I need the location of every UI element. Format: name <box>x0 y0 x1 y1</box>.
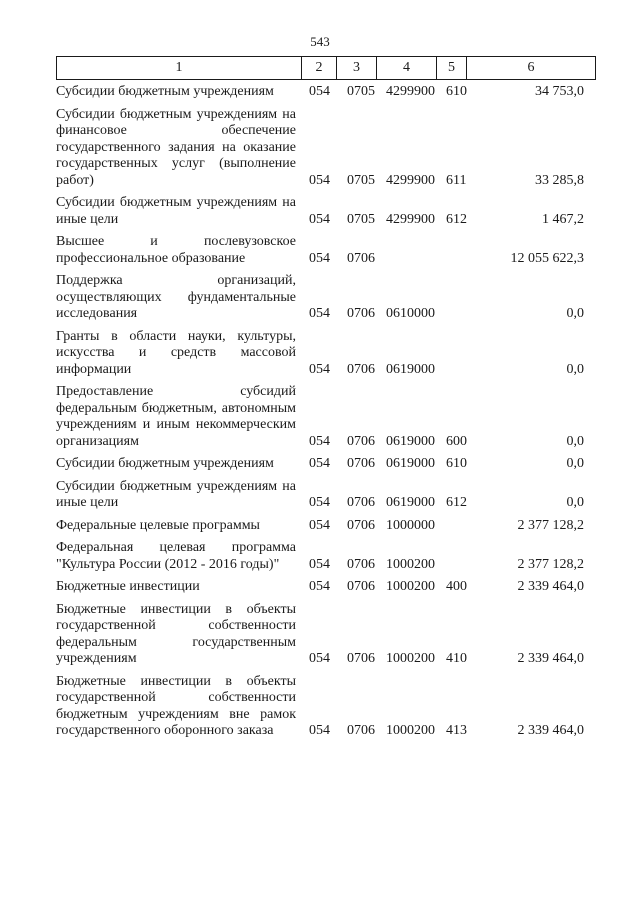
row-amount: 1 467,2 <box>542 211 584 227</box>
row-section-code: 0706 <box>347 361 375 377</box>
row-target-code: 1000200 <box>386 556 435 572</box>
row-ministry-code: 054 <box>309 306 330 321</box>
row-expense-type: 611 <box>446 172 467 188</box>
row-ministry-code: 054 <box>309 556 330 572</box>
table-row <box>56 195 595 228</box>
row-ministry-code: 054 <box>309 172 330 188</box>
row-name: Высшее и послевузовское профессиональное образование <box>56 234 296 266</box>
row-amount: 0,0 <box>566 433 584 449</box>
row-name: Поддержка организаций, осуществляющих фундаментальные исследования <box>56 273 296 321</box>
row-target-code: 1000200 <box>386 651 435 666</box>
table-row <box>56 384 595 450</box>
table-row <box>56 479 595 512</box>
row-amount: 2 339 464,0 <box>517 579 584 594</box>
row-expense-type: 400 <box>446 579 467 594</box>
row-target-code: 4299900 <box>386 84 435 99</box>
row-ministry-code: 054 <box>309 723 330 738</box>
row-ministry-code: 054 <box>309 517 330 533</box>
row-name: Субсидии бюджетным учреждениям <box>56 84 274 99</box>
row-target-code: 0619000 <box>386 495 435 510</box>
row-section-code: 0705 <box>347 172 375 188</box>
row-amount: 34 753,0 <box>535 84 584 99</box>
table-row <box>56 107 595 190</box>
row-section-code: 0705 <box>347 84 375 99</box>
row-target-code: 1000200 <box>386 579 435 594</box>
table-row <box>56 540 595 573</box>
row-name: Субсидии бюджетным учреждениям <box>56 456 274 471</box>
table-row <box>56 579 595 596</box>
row-amount: 0,0 <box>566 456 584 471</box>
table-row <box>56 518 595 535</box>
row-expense-type: 612 <box>446 495 467 510</box>
table-body <box>56 84 595 746</box>
header-col-2: 2 <box>302 57 337 80</box>
row-ministry-code: 054 <box>309 651 330 666</box>
row-section-code: 0706 <box>347 495 375 510</box>
row-section-code: 0706 <box>347 433 375 449</box>
row-section-code: 0706 <box>347 456 375 471</box>
row-name: Бюджетные инвестиции в объекты государственной собственности федеральным государственным учреждениям <box>56 601 296 666</box>
row-section-code: 0706 <box>347 579 375 594</box>
row-name: Гранты в области науки, культуры, искусства и средств массовой информации <box>56 328 296 377</box>
row-target-code: 4299900 <box>386 211 435 227</box>
header-col-4: 4 <box>377 57 437 80</box>
row-amount: 33 285,8 <box>535 172 584 188</box>
row-section-code: 0706 <box>347 723 375 738</box>
row-name: Бюджетные инвестиции <box>56 579 200 594</box>
row-name: Субсидии бюджетным учреждениям на финансовое обеспечение государственного задания на оказание государственных услуг (выполнение работ) <box>56 106 296 188</box>
row-name: Субсидии бюджетным учреждениям на иные цели <box>56 195 296 227</box>
row-amount: 2 377 128,2 <box>517 517 584 533</box>
table-row <box>56 674 595 740</box>
row-section-code: 0706 <box>347 556 375 572</box>
table-row <box>56 602 595 668</box>
row-name: Предоставление субсидий федеральным бюджетным, автономным учреждениям и иным некоммерческим организациям <box>56 384 296 449</box>
table-row <box>56 234 595 267</box>
table-header <box>56 56 596 80</box>
row-ministry-code: 054 <box>309 456 330 471</box>
row-section-code: 0706 <box>347 517 375 533</box>
row-expense-type: 413 <box>446 723 467 738</box>
row-section-code: 0706 <box>347 306 375 321</box>
row-section-code: 0706 <box>347 250 375 266</box>
row-name: Федеральные целевые программы <box>56 517 260 533</box>
row-target-code: 1000000 <box>386 517 435 533</box>
row-target-code: 0619000 <box>386 456 435 471</box>
header-col-3: 3 <box>337 57 377 80</box>
table-row <box>56 329 595 379</box>
row-name: Федеральная целевая программа "Культура России (2012 - 2016 годы)" <box>56 540 296 572</box>
page-number: 543 <box>310 34 330 49</box>
row-expense-type: 610 <box>446 84 467 99</box>
row-section-code: 0705 <box>347 211 375 227</box>
row-expense-type: 600 <box>446 433 467 449</box>
row-ministry-code: 054 <box>309 84 330 99</box>
row-target-code: 0619000 <box>386 433 435 449</box>
row-target-code: 4299900 <box>386 172 435 188</box>
row-amount: 2 339 464,0 <box>517 723 584 738</box>
table-row <box>56 273 595 323</box>
row-name: Бюджетные инвестиции в объекты государственной собственности бюджетным учреждениям вне рамок государственного оборонного заказа <box>56 673 296 738</box>
row-section-code: 0706 <box>347 651 375 666</box>
row-ministry-code: 054 <box>309 495 330 510</box>
row-target-code: 1000200 <box>386 723 435 738</box>
row-expense-type: 610 <box>446 456 467 471</box>
row-ministry-code: 054 <box>309 211 330 227</box>
row-amount: 2 339 464,0 <box>517 651 584 666</box>
header-col-6: 6 <box>467 57 596 80</box>
row-amount: 0,0 <box>566 306 584 321</box>
row-amount: 0,0 <box>566 361 584 377</box>
header-col-5: 5 <box>437 57 467 80</box>
row-ministry-code: 054 <box>309 361 330 377</box>
row-target-code: 0610000 <box>386 306 435 321</box>
row-expense-type: 410 <box>446 651 467 666</box>
row-ministry-code: 054 <box>309 579 330 594</box>
row-name: Субсидии бюджетным учреждениям на иные цели <box>56 478 296 510</box>
table-row <box>56 84 595 101</box>
row-ministry-code: 054 <box>309 250 330 266</box>
row-expense-type: 612 <box>446 211 467 227</box>
table-row <box>56 456 595 473</box>
row-ministry-code: 054 <box>309 433 330 449</box>
row-amount: 12 055 622,3 <box>510 250 584 266</box>
header-col-1: 1 <box>57 57 302 80</box>
row-target-code: 0619000 <box>386 361 435 377</box>
row-amount: 0,0 <box>566 495 584 510</box>
row-amount: 2 377 128,2 <box>517 556 584 572</box>
